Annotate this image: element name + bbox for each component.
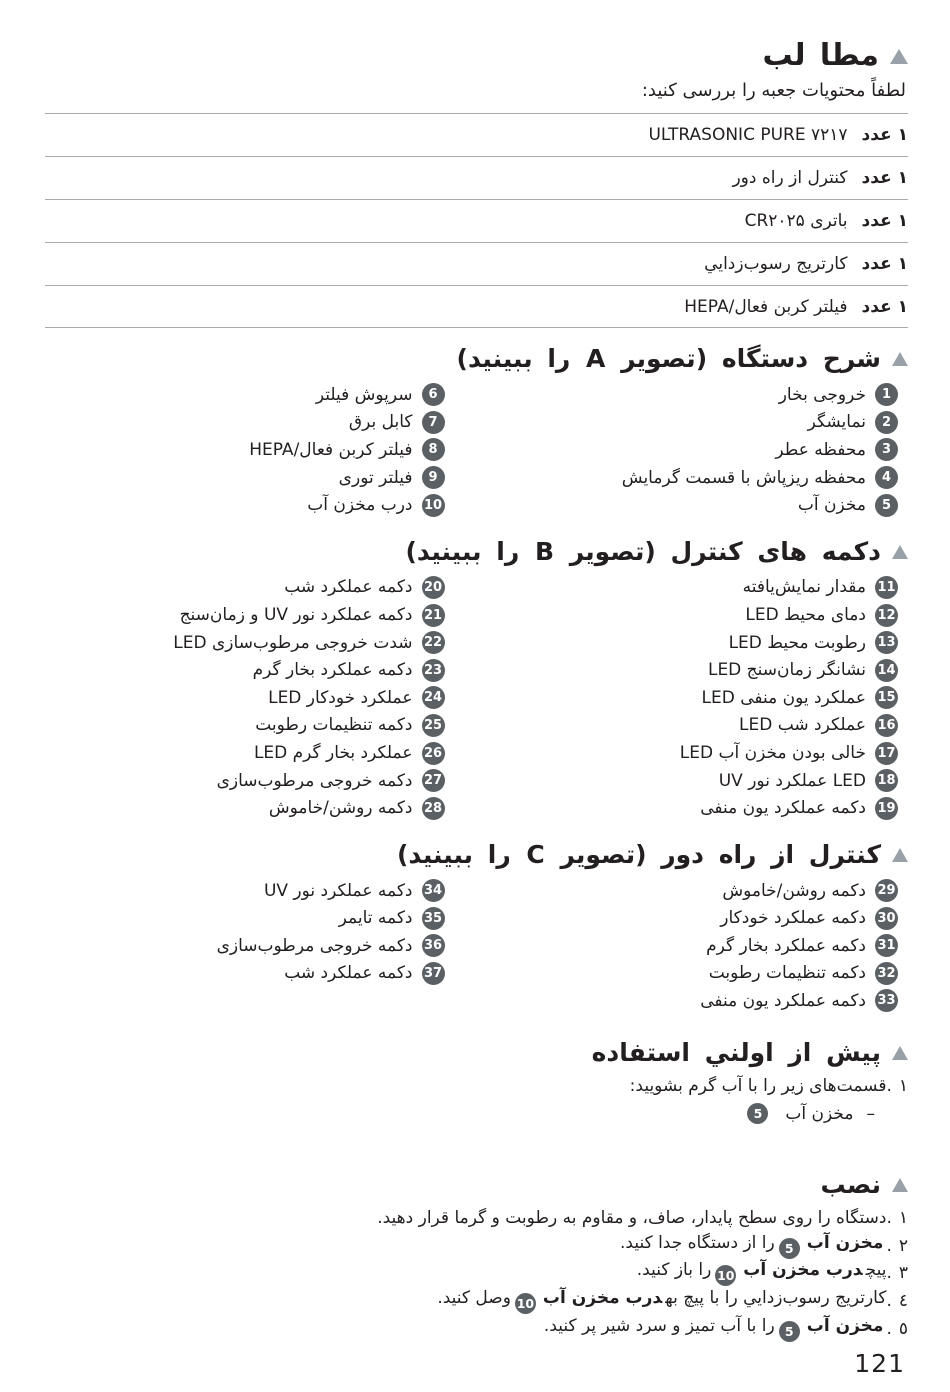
item-name: ۷۲۱۷ ULTRASONIC PURE — [648, 125, 848, 146]
part-label: دکمه عملکرد شب — [284, 577, 413, 598]
number-badge: 14 — [875, 659, 898, 682]
number-badge: 12 — [875, 604, 898, 627]
number-badge: 26 — [422, 742, 445, 765]
legend-item — [483, 767, 899, 795]
table-row — [45, 199, 908, 242]
number-badge: 8 — [422, 438, 445, 461]
part-label: دکمه خروجی مرطوب‌سازی — [216, 935, 413, 956]
table-row — [45, 113, 908, 156]
legend-item — [51, 629, 445, 657]
number-badge: 29 — [875, 879, 898, 902]
part-label: شدت خروجی مرطوب‌سازی LED — [173, 632, 413, 653]
number-badge: 22 — [422, 631, 445, 654]
legend-item — [483, 877, 899, 905]
number-badge: 5 — [779, 1321, 800, 1342]
number-badge: 1 — [875, 383, 898, 406]
step-dot: . — [886, 1263, 892, 1284]
part-label: محفظه ریزپاش با قسمت گرمایش — [621, 467, 866, 488]
part-label: دکمه عملکرد نور UV — [263, 880, 413, 901]
legend-item — [483, 960, 899, 988]
control-buttons-section — [45, 535, 908, 822]
controls-section-title: دکمه های کنترل (تصویر B را ببینید) — [405, 536, 881, 566]
step-number: ۱ — [898, 1076, 908, 1097]
number-badge: 5 — [875, 494, 898, 517]
qty-label: ۱ عدد — [861, 254, 908, 275]
number-badge: 28 — [422, 797, 445, 820]
legend-item — [51, 904, 445, 932]
instruction-step — [45, 1072, 908, 1100]
step-number: ۱ — [898, 1208, 908, 1229]
number-badge: 37 — [422, 962, 445, 985]
qty-label: ۱ عدد — [861, 168, 908, 189]
number-badge: 30 — [875, 907, 898, 930]
part-label: رطوبت محیط LED — [728, 632, 866, 653]
instruction-step — [45, 1204, 908, 1232]
part-label: دکمه عملکرد یون منفی — [700, 990, 866, 1011]
step-number: ٤ — [898, 1290, 908, 1311]
step-text: مخزن آب5را از دستگاه جدا کنید. — [620, 1233, 886, 1259]
number-badge: 2 — [875, 411, 898, 434]
item-name: فیلتر کربن فعال/HEPA — [684, 296, 848, 317]
page-number: 121 — [854, 1349, 905, 1378]
setup-section-title: نصب — [820, 1169, 881, 1199]
number-badge: 17 — [875, 742, 898, 765]
step-dot: . — [886, 1235, 892, 1256]
part-label: محفظه عطر — [775, 439, 866, 460]
legend-item — [51, 960, 445, 988]
part-label: عملکرد خودکار LED — [268, 687, 413, 708]
legend-item — [483, 409, 899, 437]
step-dot: . — [886, 1290, 892, 1311]
legend-column-right — [477, 574, 909, 822]
part-label: دکمه عملکرد بخار گرم — [706, 935, 866, 956]
legend-item — [51, 656, 445, 684]
item-name: کنترل از راه دور — [732, 168, 848, 189]
legend-item — [483, 656, 899, 684]
number-badge: 16 — [875, 714, 898, 737]
instruction-step — [45, 1260, 908, 1288]
legend-item — [483, 491, 899, 519]
number-badge: 10 — [715, 1265, 736, 1286]
qty-label: ۱ عدد — [861, 125, 908, 146]
number-badge: 9 — [422, 466, 445, 489]
number-badge: 19 — [875, 797, 898, 820]
part-label: دکمه عملکرد خودکار — [720, 908, 866, 929]
legend-item — [51, 767, 445, 795]
part-label: دکمه عملکرد یون منفی — [700, 798, 866, 819]
section-triangle-icon — [892, 545, 908, 559]
part-label: سرپوش فیلتر — [315, 384, 413, 405]
step-dot: . — [886, 1318, 892, 1339]
part-label: دمای محیط LED — [745, 605, 866, 626]
number-badge: 33 — [875, 989, 898, 1012]
legend-item — [483, 629, 899, 657]
section-triangle-icon — [892, 1178, 908, 1192]
legend-item — [483, 932, 899, 960]
number-badge: 24 — [422, 686, 445, 709]
part-label: دکمه عملکرد بخار گرم — [252, 660, 413, 681]
legend-item — [483, 381, 899, 409]
legend-item — [483, 712, 899, 740]
bullet-dash: – — [866, 1103, 875, 1124]
legend-item — [51, 436, 445, 464]
before-first-use-section — [45, 1036, 908, 1128]
part-label: دکمه عملکرد نور UV و زمان‌سنج — [179, 605, 413, 626]
device-description-section — [45, 342, 908, 519]
legend-item — [51, 574, 445, 602]
device-section-title: شرح دستگاه (تصویر A را ببینید) — [456, 344, 881, 374]
part-label: دکمه روشن/خاموش — [268, 798, 413, 819]
number-badge: 11 — [875, 576, 898, 599]
part-label: دکمه خروجی مرطوب‌سازی — [216, 770, 413, 791]
table-row — [45, 156, 908, 199]
page-title: مطا لب — [762, 38, 879, 73]
item-name: باتری CR۲۰۲۵ — [744, 211, 848, 232]
part-label: خروجی بخار — [778, 384, 866, 405]
number-badge: 34 — [422, 879, 445, 902]
instruction-step — [45, 1232, 908, 1260]
number-badge: 20 — [422, 576, 445, 599]
part-label: نمایشگر — [807, 412, 866, 433]
box-contents-table — [45, 113, 908, 328]
number-badge: 36 — [422, 934, 445, 957]
table-row — [45, 285, 908, 328]
bold-part-name: درب مخزن آب — [542, 1287, 663, 1308]
step-text: پیچدرب مخزن آب10را باز کنید. — [637, 1260, 887, 1286]
part-label: فیلتر کربن فعال/HEPA — [249, 439, 413, 460]
number-badge: 18 — [875, 769, 898, 792]
number-badge: 3 — [875, 438, 898, 461]
number-badge: 35 — [422, 907, 445, 930]
part-label: دکمه تنظیمات رطوبت — [708, 963, 866, 984]
legend-column-right — [477, 381, 909, 519]
legend-item — [483, 574, 899, 602]
legend-item — [51, 601, 445, 629]
part-label: درب مخزن آب — [307, 495, 413, 516]
number-badge: 10 — [515, 1293, 536, 1314]
part-label: دکمه تنظیمات رطوبت — [255, 715, 413, 736]
number-badge: 23 — [422, 659, 445, 682]
step-text: قسمت‌های زیر را با آب گرم بشویید: — [629, 1076, 887, 1097]
part-label: عملکرد شب LED — [739, 715, 866, 736]
section-triangle-icon — [892, 848, 908, 862]
contents-header — [45, 38, 908, 103]
step-number: ۳ — [898, 1263, 908, 1284]
bold-part-name: درب مخزن آب — [743, 1260, 863, 1281]
number-badge: 21 — [422, 604, 445, 627]
legend-item — [483, 987, 899, 1015]
part-label: فیلتر توری — [338, 467, 413, 488]
number-badge: 25 — [422, 714, 445, 737]
legend-item — [51, 491, 445, 519]
legend-item — [51, 932, 445, 960]
step-dot: . — [886, 1076, 892, 1097]
number-badge: 31 — [875, 934, 898, 957]
item-name: کارتریج رسوب‌زدايي — [704, 254, 848, 275]
qty-label: ۱ عدد — [861, 296, 908, 317]
legend-item — [483, 601, 899, 629]
number-badge: 5 — [747, 1103, 768, 1124]
legend-item — [51, 464, 445, 492]
part-label: نشانگر زمان‌سنج LED — [707, 660, 866, 681]
part-label: دکمه عملکرد شب — [284, 963, 413, 984]
instruction-step — [45, 1287, 908, 1315]
before-use-section-title: پیش از اولني استفاده — [591, 1037, 881, 1067]
bold-part-name: مخزن آب — [806, 1315, 884, 1336]
legend-item — [483, 684, 899, 712]
bullet-item — [45, 1100, 908, 1128]
part-label: عملکرد بخار گرم LED — [253, 743, 413, 764]
number-badge: 27 — [422, 769, 445, 792]
part-label: دکمه روشن/خاموش — [722, 880, 866, 901]
part-label: عملکرد یون منفی LED — [701, 687, 866, 708]
number-badge: 13 — [875, 631, 898, 654]
legend-item — [51, 409, 445, 437]
number-badge: 6 — [422, 383, 445, 406]
legend-item — [51, 739, 445, 767]
legend-item — [51, 381, 445, 409]
instruction-step — [45, 1315, 908, 1343]
part-label: LED عملکرد نور UV — [718, 770, 866, 791]
legend-item — [51, 877, 445, 905]
part-label: مخزن آب — [785, 1103, 854, 1124]
step-number: ٥ — [898, 1318, 908, 1339]
remote-section-title: کنترل از راه دور (تصویر C را ببینید) — [396, 840, 881, 869]
step-text: مخزن آب5را با آب تمیز و سرد شیر پر کنید. — [544, 1316, 887, 1342]
step-dot: . — [886, 1208, 892, 1229]
legend-column-left — [45, 877, 477, 1015]
number-badge: 5 — [779, 1238, 800, 1259]
legend-column-left — [45, 381, 477, 519]
legend-item — [483, 739, 899, 767]
section-triangle-icon — [890, 49, 908, 64]
legend-column-right — [477, 877, 909, 1015]
legend-item — [51, 794, 445, 822]
number-badge: 7 — [422, 411, 445, 434]
legend-item — [483, 904, 899, 932]
number-badge: 15 — [875, 686, 898, 709]
installation-section — [45, 1168, 908, 1343]
part-label: مقدار نمایش‌یافته — [742, 577, 866, 598]
step-text: کارتریج رسوب‌زدايي را با پیچ بهدرب مخزن آب10وصل کنید. — [437, 1288, 886, 1314]
legend-item — [483, 436, 899, 464]
part-label: کابل برق — [348, 412, 413, 433]
bold-part-name: مخزن آب — [806, 1232, 884, 1253]
number-badge: 32 — [875, 962, 898, 985]
legend-item — [483, 794, 899, 822]
part-label: دکمه تایمر — [338, 908, 413, 929]
step-number: ۲ — [898, 1235, 908, 1256]
number-badge: 4 — [875, 466, 898, 489]
step-text: دستگاه را روی سطح پایدار، صاف، و مقاوم به رطوبت و گرما قرار دهید. — [377, 1208, 887, 1229]
table-row — [45, 242, 908, 285]
legend-item — [51, 712, 445, 740]
number-badge: 10 — [422, 494, 445, 517]
section-triangle-icon — [892, 1046, 908, 1060]
part-label: مخزن آب — [797, 495, 866, 516]
part-label: خالی بودن مخزن آب LED — [679, 743, 866, 764]
legend-item — [51, 684, 445, 712]
qty-label: ۱ عدد — [861, 211, 908, 232]
remote-control-section — [45, 838, 908, 1015]
contents-subtitle: لطفاً محتویات جعبه را بررسی کنید: — [641, 80, 906, 101]
legend-item — [483, 464, 899, 492]
legend-column-left — [45, 574, 477, 822]
section-triangle-icon — [892, 352, 908, 366]
